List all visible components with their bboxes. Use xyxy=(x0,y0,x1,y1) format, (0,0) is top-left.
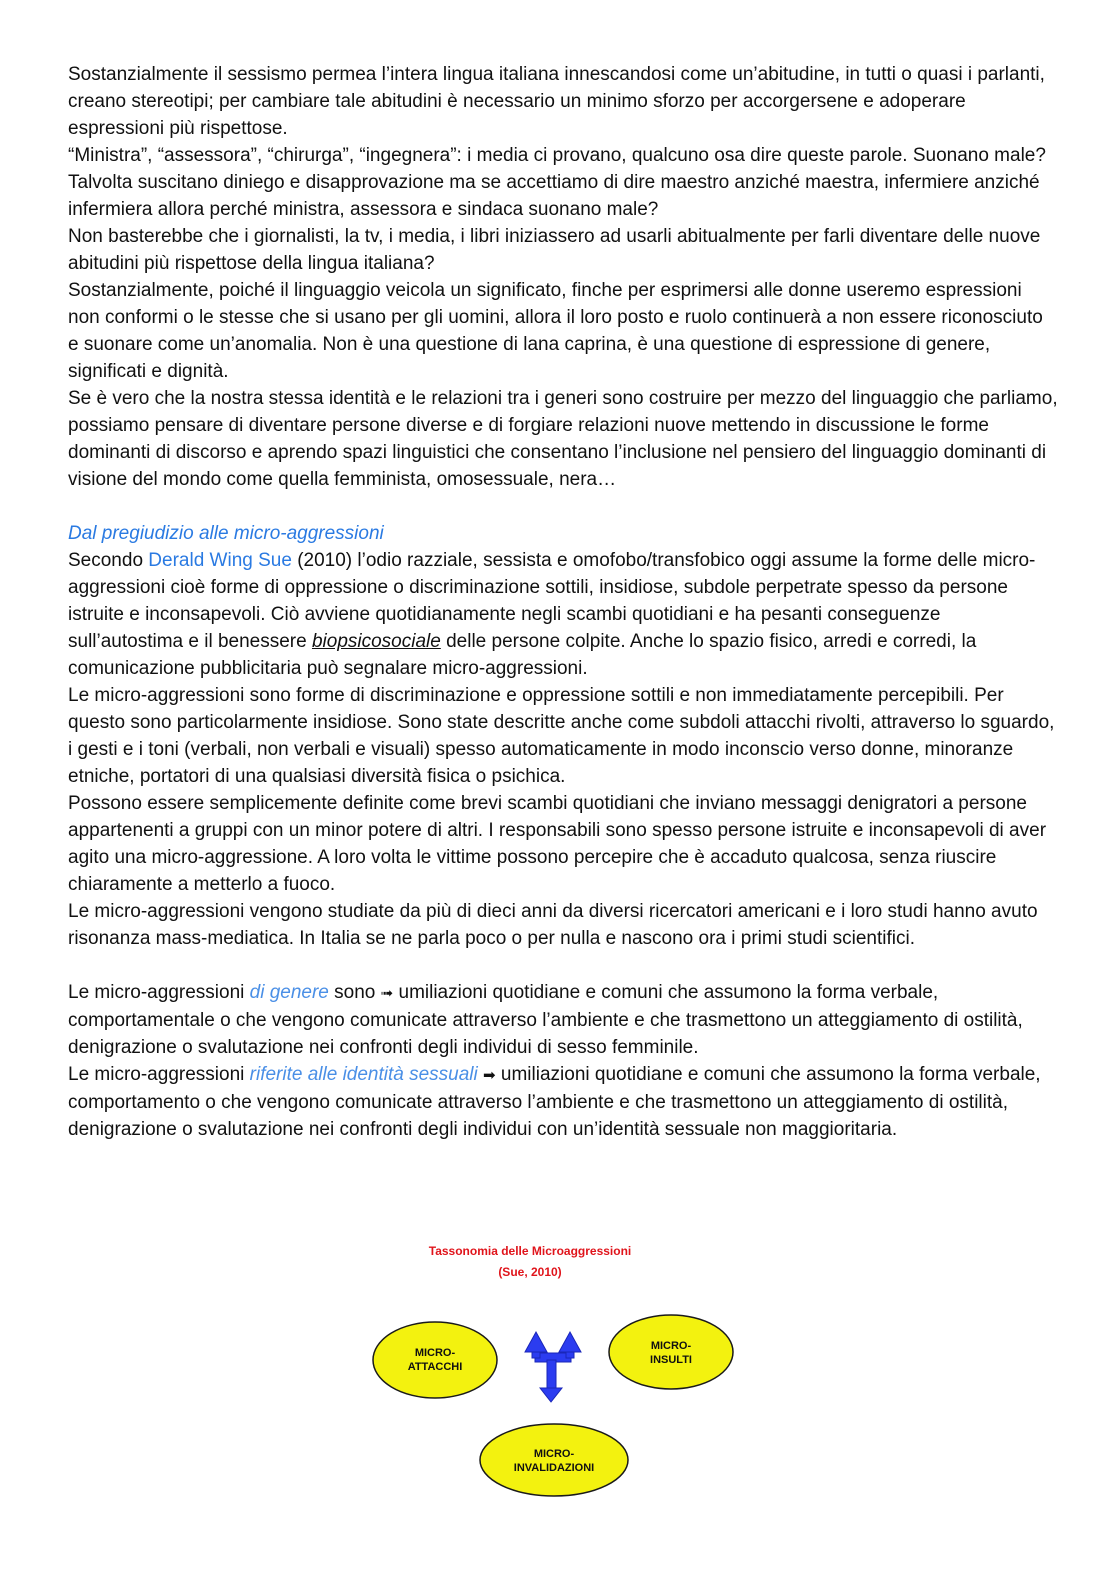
sue-middle: (2010) l’odio razziale, sessista e omofobo/transfobico oggi assume la forme delle micro-aggressioni cioè forme di oppressione o discriminazione sottili, insidiose, subdole perpetrate spesso da persone istruite e inconsapevoli. Ciò avviene quotidianamente negli scambi quotidiani e ha pesanti conseguenze sull’autostima e il benessere xyxy=(68,550,1036,652)
node-bottom-line1: MICRO- xyxy=(533,1448,575,1460)
paragraph-body-1: Le micro-aggressioni sono forme di discriminazione e oppressione sottili e non immediatamente percepibili. Per questo sono particolarmente insidiose. Sono state descritte anche come subdoli attacchi rivolti, attraverso lo sguardo, i gesti e i toni (verbali, non verbali e visuali) spesso automaticamente in modo inconscio verso donne, minoranze etniche, portatori di una qualsiasi diversità fisica o psichica. xyxy=(68,685,1055,787)
def-gender-sono: sono xyxy=(328,982,381,1003)
node-right-line1: MICRO- xyxy=(650,1340,692,1352)
node-micro-invalidazioni xyxy=(480,1424,628,1496)
paragraph-intro-2: “Ministra”, “assessora”, “chirurga”, “ingegnera”: i media ci provano, qualcuno osa dire queste parole. Suonano male? Talvolta suscitano diniego e disapprovazione ma se accettiamo di dire maestro anziché maestra, infermiere anziché infermiera allora perché ministra, assessora e sindaca suonano male? xyxy=(68,145,1046,220)
def-gender-rest: umiliazioni quotidiane e comuni che assumono la forma verbale, comportamentale o che vengono comunicate attraverso l’ambiente e che trasmettono un atteggiamento di ostilità, denigrazione o svalutazione nei confronti degli individui di sesso femminile. xyxy=(68,982,1023,1058)
paragraph-intro-4: Sostanzialmente, poiché il linguaggio veicola un significato, finche per esprimersi alle donne useremo espressioni non conformi o le stesse che si usano per gli uomini, allora il loro posto e ruolo continuerà a non essere riconosciuto e suonare come un’anomalia. Non è una questione di lana caprina, è una questione di espressione di genere, significati e dignità. xyxy=(68,280,1043,382)
spacer xyxy=(68,493,1058,520)
node-micro-attacchi xyxy=(373,1322,497,1398)
paragraph-intro-1: Sostanzialmente il sessismo permea l’intera lingua italiana innescandosi come un’abitudine, in tutti o quasi i parlanti, creano stereotipi; per cambiare tale abitudini è necessario un minimo sforzo per accorgersene e adoperare espressioni più rispettose. xyxy=(68,64,1045,139)
def-identity-highlight: riferite alle identità sessuali xyxy=(249,1064,478,1085)
paragraph-sue xyxy=(68,547,1058,682)
paragraph-intro-3: Non basterebbe che i giornalisti, la tv, i media, i libri iniziassero ad usarli abitualmente per farli diventare delle nuove abitudini più rispettose della lingua italiana? xyxy=(68,226,1041,274)
spacer xyxy=(68,952,1058,979)
def-gender-highlight: di genere xyxy=(249,982,329,1003)
author-link[interactable]: Derald Wing Sue xyxy=(148,550,292,571)
right-arrow-icon: ➟ xyxy=(380,985,394,1002)
paragraph-intro-5: Se è vero che la nostra stessa identità e le relazioni tra i generi sono costruire per mezzo del linguaggio che parliamo, possiamo pensare di diventare persone diverse e di forgiare relazioni nuove mettendo in discussione le forme dominanti di discorso e aprendo spazi linguistici che consentano l’inclusione nel pensiero del linguaggio dominanti di visione del mondo come quella femminista, omosessuale, nera… xyxy=(68,388,1058,490)
definition-identity xyxy=(68,1061,1058,1143)
node-left-line1: MICRO- xyxy=(414,1347,456,1359)
diagram-subtitle: (Sue, 2010) xyxy=(498,1265,562,1279)
paragraph-body-2: Possono essere semplicemente definite come brevi scambi quotidiani che inviano messaggi denigratori a persone appartenenti a gruppi con un minor potere di altri. I responsabili sono spesso persone istruite e inconsapevoli di aver agito una micro-aggressione. A loro volta le vittime possono percepire che è accaduto qualcosa, senza riuscire chiaramente a metterlo a fuoco. xyxy=(68,793,1047,895)
definition-gender xyxy=(68,979,1058,1061)
taxonomy-diagram xyxy=(360,1232,760,1512)
paragraph-body-3: Le micro-aggressioni vengono studiate da più di dieci anni da diversi ricercatori americani e i loro studi hanno avuto risonanza mass-mediatica. In Italia se ne parla poco o per nulla e nascono ora i primi studi scientifici. xyxy=(68,901,1038,949)
document-body xyxy=(68,61,1058,1143)
biopsicosociale-link[interactable]: biopsicosociale xyxy=(311,631,441,652)
node-right-line2: INSULTI xyxy=(650,1354,692,1366)
node-bottom-line2: INVALIDAZIONI xyxy=(513,1462,595,1474)
def-gender-prefix: Le micro-aggressioni xyxy=(68,982,250,1003)
sue-suffix: delle persone colpite. Anche lo spazio fisico, arredi e corredi, la comunicazione pubblicitaria può segnalare micro-aggressioni. xyxy=(68,631,977,679)
diagram-title: Tassonomia delle Microaggressioni xyxy=(428,1244,632,1258)
node-micro-insulti xyxy=(609,1315,733,1389)
right-arrow-icon: ➡ xyxy=(483,1067,496,1084)
def-identity-prefix: Le micro-aggressioni xyxy=(68,1064,250,1085)
section-heading: Dal pregiudizio alle micro-aggressioni xyxy=(68,523,384,544)
node-left-line2: ATTACCHI xyxy=(407,1361,463,1373)
def-identity-rest: umiliazioni quotidiane e comuni che assumono la forma verbale, comportamento o che vengono comunicate attraverso l’ambiente e che trasmettono un atteggiamento di ostilità, denigrazione o svalutazione nei confronti degli individui con un’identità sessuale non maggioritaria. xyxy=(68,1064,1041,1140)
sue-prefix: Secondo xyxy=(68,550,149,571)
three-way-arrow-icon xyxy=(525,1332,581,1402)
